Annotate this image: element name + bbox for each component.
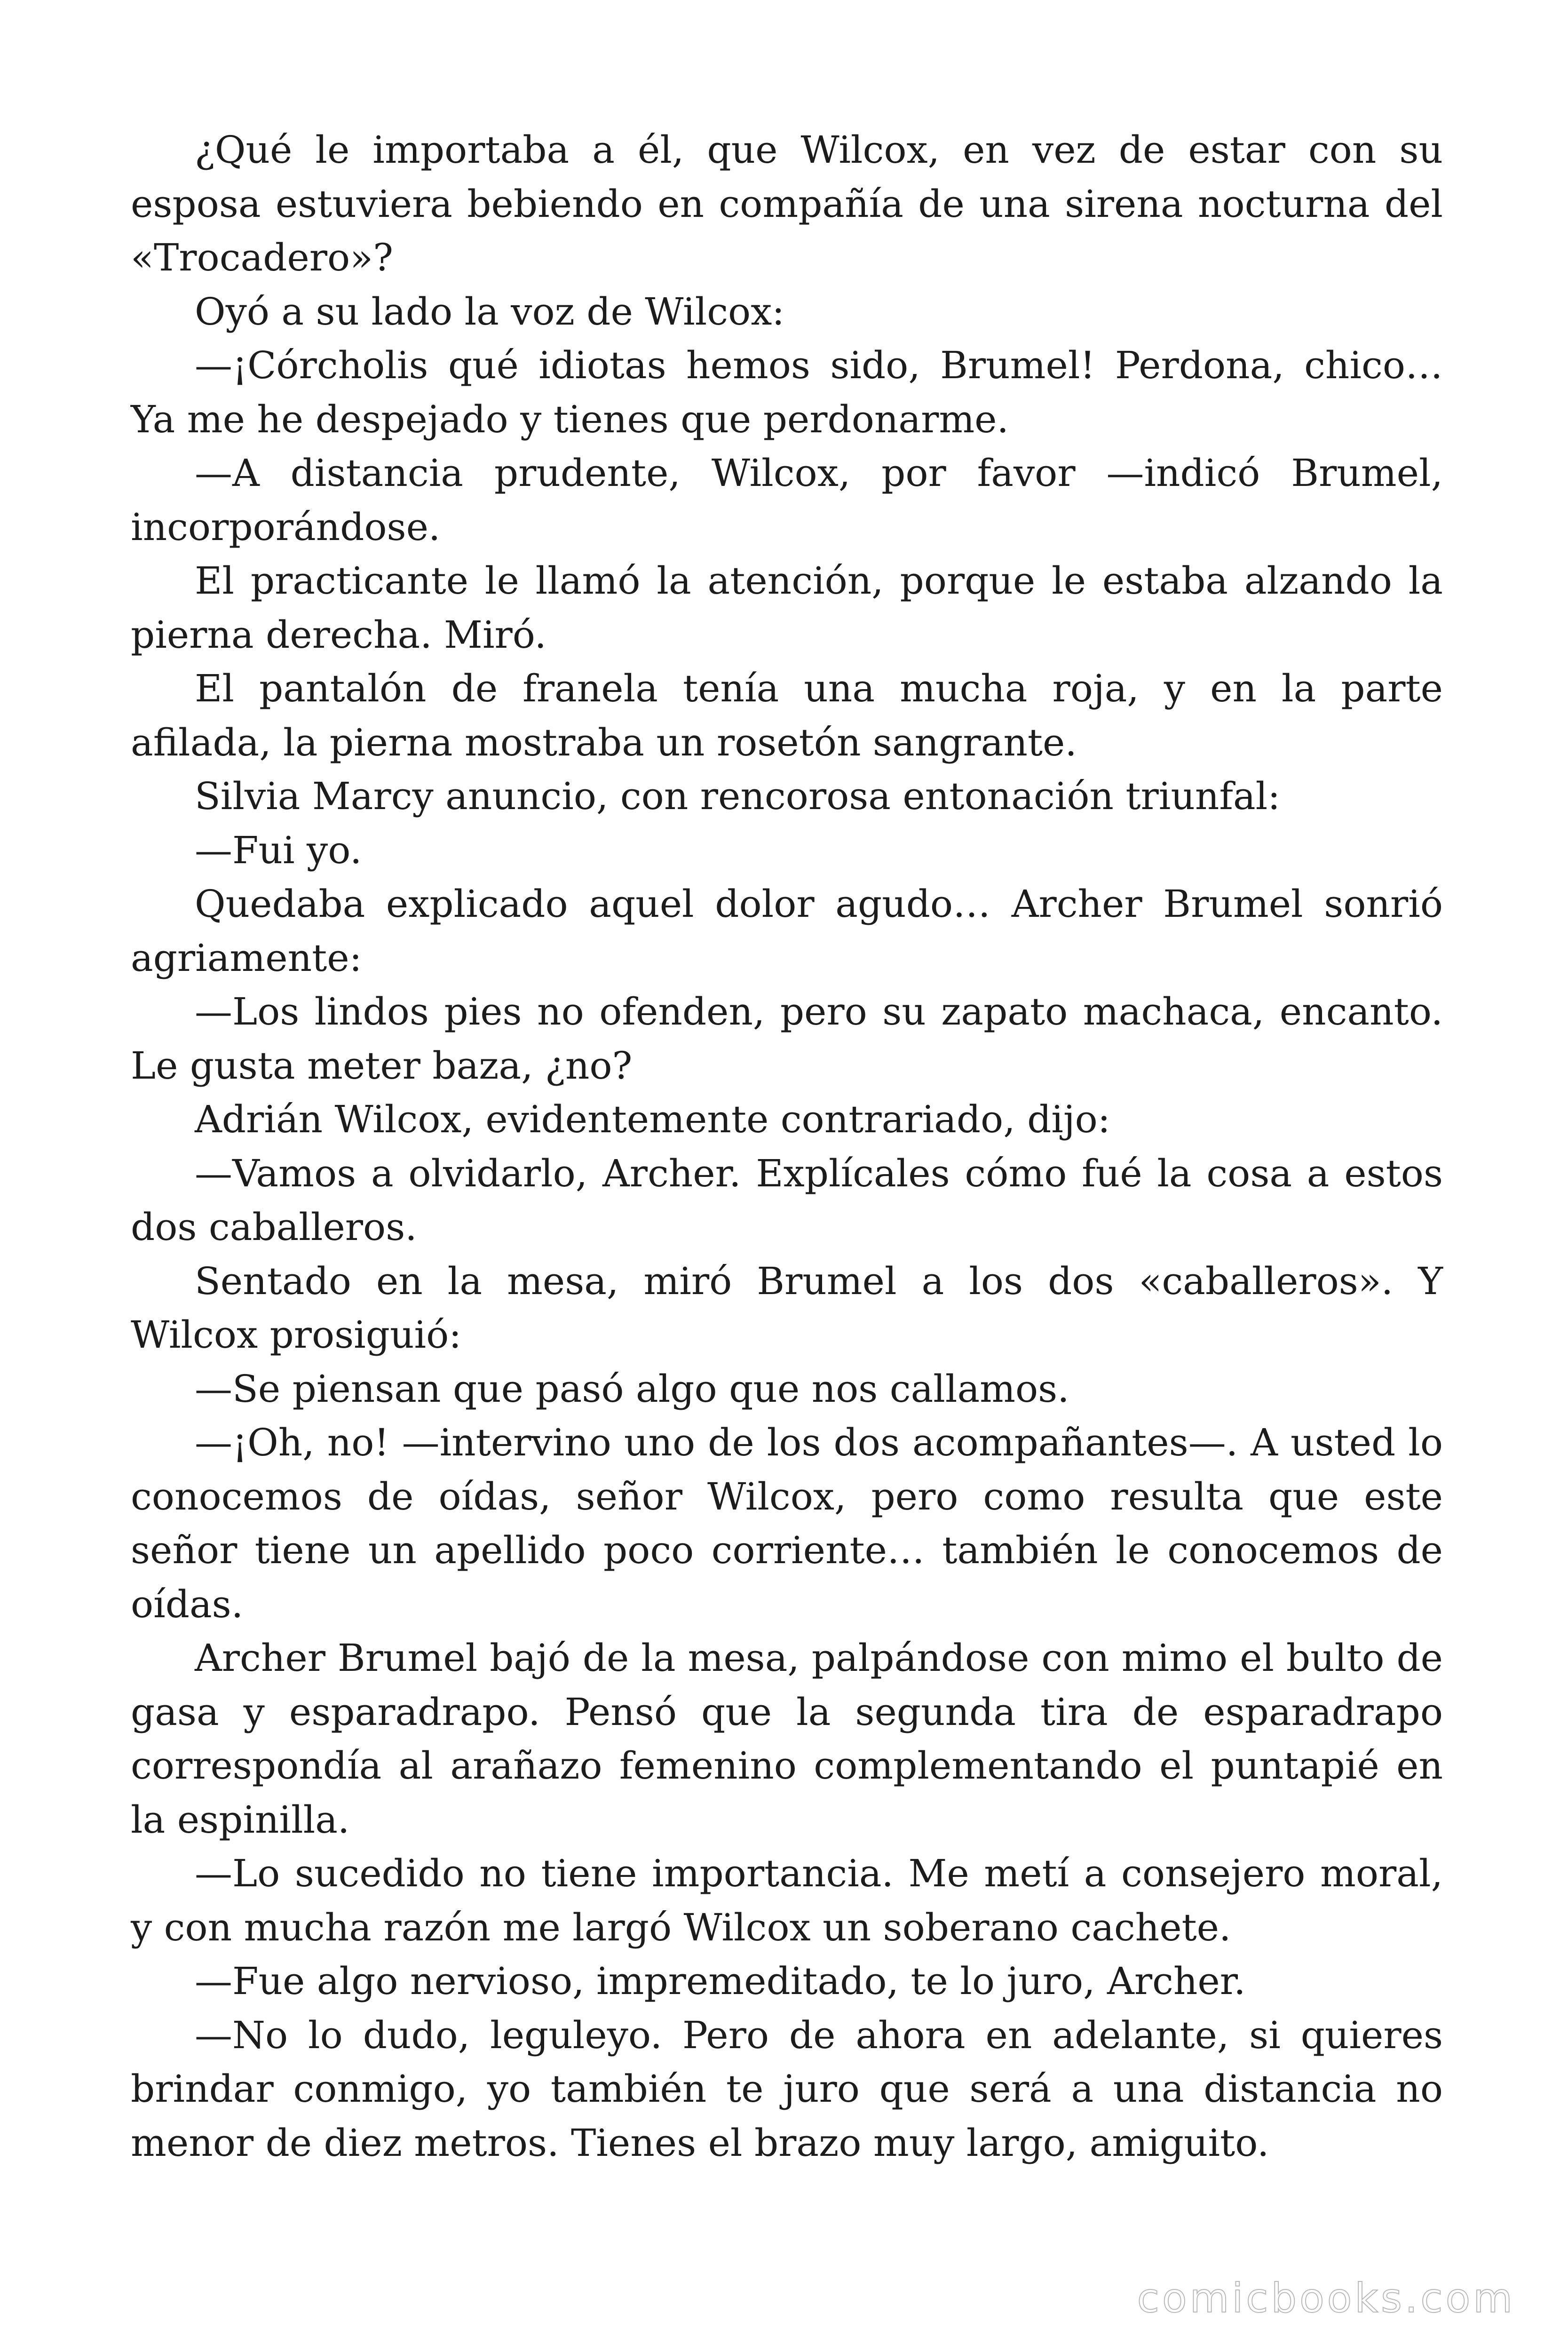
paragraph-11: Adrián Wilcox, evidentemente contrariado, dijo: <box>195 1097 1110 1141</box>
paragraph-1: ¿Qué le importaba a él, que Wilcox, en vez de estar con su esposa estuviera bebiendo en compañía de una sirena nocturna del «Trocadero»? <box>131 128 1443 279</box>
paragraph-13: Sentado en la mesa, miró Brumel a los dos «caballeros». Y Wilcox prosiguió: <box>131 1259 1443 1357</box>
paragraph-14: —Se piensan que pasó algo que nos callamos. <box>195 1367 1069 1411</box>
paragraph-10: —Los lindos pies no ofenden, pero su zapato machaca, encanto. Le gusta meter baza, ¿no? <box>131 990 1443 1088</box>
paragraph-18: —Fue algo nervioso, impremeditado, te lo juro, Archer. <box>195 1959 1246 2003</box>
paragraph-6: El pantalón de franela tenía una mucha roja, y en la parte afilada, la pierna mostraba un rosetón sangrante. <box>131 667 1443 764</box>
paragraph-3: —¡Córcholis qué idiotas hemos sido, Brumel! Perdona, chico… Ya me he despejado y tienes que perdonarme. <box>131 343 1443 441</box>
site-watermark: comicbooks.com <box>1137 2275 1515 2322</box>
page-body-text <box>131 123 1443 2170</box>
paragraph-9: Quedaba explicado aquel dolor agudo… Archer Brumel sonrió agriamente: <box>131 882 1443 980</box>
paragraph-19: —No lo dudo, leguleyo. Pero de ahora en adelante, si quieres brindar conmigo, yo también te juro que será a una distancia no menor de diez metros. Tienes el brazo muy largo, amiguito. <box>131 2013 1443 2165</box>
paragraph-5: El practicante le llamó la atención, porque le estaba alzando la pierna derecha. Miró. <box>131 559 1443 657</box>
paragraph-2: Oyó a su lado la voz de Wilcox: <box>195 289 785 334</box>
paragraph-8: —Fui yo. <box>195 828 362 872</box>
paragraph-4: —A distancia prudente, Wilcox, por favor —indicó Brumel, incorporándose. <box>131 451 1443 549</box>
paragraph-12: —Vamos a olvidarlo, Archer. Explícales cómo fué la cosa a estos dos caballeros. <box>131 1151 1443 1249</box>
paragraph-16: Archer Brumel bajó de la mesa, palpándose con mimo el bulto de gasa y esparadrapo. Pensó que la segunda tira de esparadrapo correspondía al arañazo femenino complementando el puntapié en la espinilla. <box>131 1636 1443 1842</box>
paragraph-17: —Lo sucedido no tiene importancia. Me metí a consejero moral, y con mucha razón me largó Wilcox un soberano cachete. <box>131 1851 1443 1949</box>
paragraph-15: —¡Oh, no! —intervino uno de los dos acompañantes—. A usted lo conocemos de oídas, señor Wilcox, pero como resulta que este señor tiene un apellido poco corriente… también le conocemos de oídas. <box>131 1421 1443 1626</box>
paragraph-7: Silvia Marcy anuncio, con rencorosa entonación triunfal: <box>195 774 1281 818</box>
